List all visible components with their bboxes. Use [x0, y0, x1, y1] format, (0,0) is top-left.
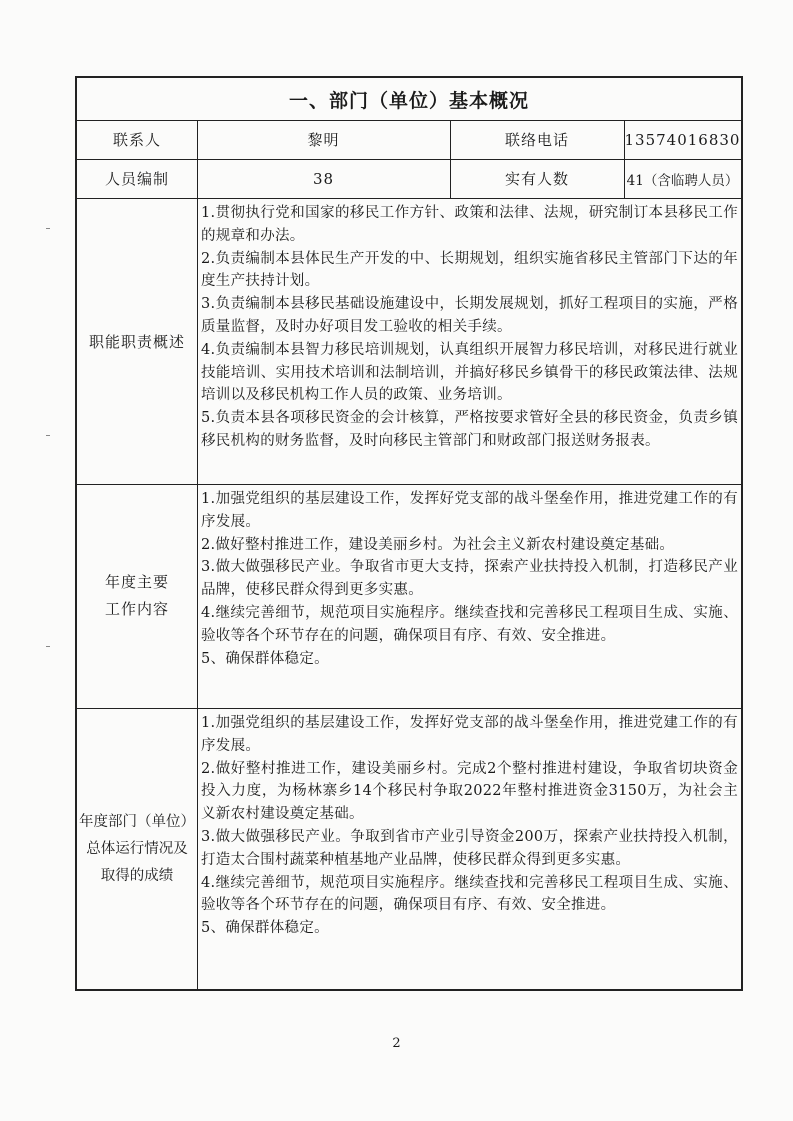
duty-item: 1.贯彻执行党和国家的移民工作方针、政策和法律、法规，研究制订本县移民工作的规章和办法。 [201, 205, 738, 244]
annual-work-label-line: 工作内容 [104, 600, 169, 618]
duty-item: 2.负责编制本县体民生产开发的中、长期规划，组织实施省移民主管部门下达的年度生产扶持计划。 [201, 250, 738, 290]
actual-staff-label: 实有人数 [504, 170, 569, 188]
work-item: 3.做大做强移民产业。争取省市更大支持，探索产业扶持投入机制，打造移民产业品牌，使移民群众得到更多实惠。 [201, 559, 738, 599]
basic-info-table [75, 76, 743, 991]
scan-mark [46, 228, 50, 229]
section-title: 一、部门（单位）基本概况 [288, 89, 529, 112]
phone-value: 13574016830 [624, 130, 741, 149]
contact-name: 黎明 [307, 131, 340, 149]
phone-label: 联络电话 [504, 131, 569, 149]
duty-item: 5.负责本县各项移民资金的会计核算，严格按要求管好全县的移民资金，负责乡镇移民机构的财务监督，及时向移民主管部门和财政部门报送财务报表。 [201, 410, 738, 449]
duties-content [197, 198, 741, 484]
duty-item: 3.负责编制本县移民基础设施建设中，长期发展规划，抓好工程项目的实施，严格质量监督，及时办好项目发工验收的相关手续。 [201, 296, 738, 335]
overall-item: 1.加强党组织的基层建设工作，发挥好党支部的战斗堡垒作用，推进党建工作的有序发展。 [201, 715, 738, 754]
overall-label-line: 取得的成绩 [100, 868, 174, 884]
staffing-label: 人员编制 [104, 170, 169, 188]
work-item: 4.继续完善细节，规范项目实施程序。继续查找和完善移民工程项目生成、实施、验收等各个环节存在的问题，确保项目有序、有效、安全推进。 [201, 604, 738, 644]
annual-work-content [197, 484, 741, 708]
scan-mark [46, 435, 50, 436]
work-item: 2.做好整村推进工作，建设美丽乡村。为社会主义新农村建设奠定基础。 [201, 536, 675, 553]
overall-item: 4.继续完善细节，规范项目实施程序。继续查找和完善移民工程项目生成、实施、验收等各个环节存在的问题，确保项目有序、有效、安全推进。 [201, 874, 738, 914]
overall-label-line: 年度部门（单位） [79, 814, 195, 830]
overall-content [197, 708, 741, 991]
overall-label [77, 708, 197, 991]
overall-label-line: 总体运行情况及 [86, 841, 188, 857]
annual-work-label [77, 484, 197, 708]
overall-item: 2.做好整村推进工作，建设美丽乡村。完成2个整村推进村建设，争取省切块资金投入力度，为杨林寨乡14个移民村争取2022年整村推进资金3150万，为社会主义新农村建设奠定基础。 [201, 760, 738, 823]
overall-item: 3.做大做强移民产业。争取到省市产业引导资金200万，探索产业扶持投入机制，打造太合围村蔬菜种植基地产业品牌，使移民群众得到更多实惠。 [201, 828, 738, 868]
work-item: 5、确保群体稳定。 [201, 650, 329, 667]
work-item: 1.加强党组织的基层建设工作，发挥好党支部的战斗堡垒作用，推进党建工作的有序发展。 [201, 491, 738, 530]
actual-staff-value: 41（含临聘人员） [626, 172, 739, 189]
duty-item: 4.负责编制本县智力移民培训规划，认真组织开展智力移民培训，对移民进行就业技能培训、实用技术培训和法制培训，并搞好移民乡镇骨干的移民政策法律、法规培训以及移民机构工作人员的政策、业务培训。 [201, 341, 738, 404]
staffing-value: 38 [312, 169, 335, 188]
overall-item: 5、确保群体稳定。 [201, 920, 329, 937]
page-number: 2 [392, 1036, 401, 1051]
scan-mark [46, 646, 50, 647]
duties-label: 职能职责概述 [88, 332, 185, 351]
annual-work-label-line: 年度主要 [104, 573, 169, 591]
contact-label: 联系人 [112, 131, 161, 149]
